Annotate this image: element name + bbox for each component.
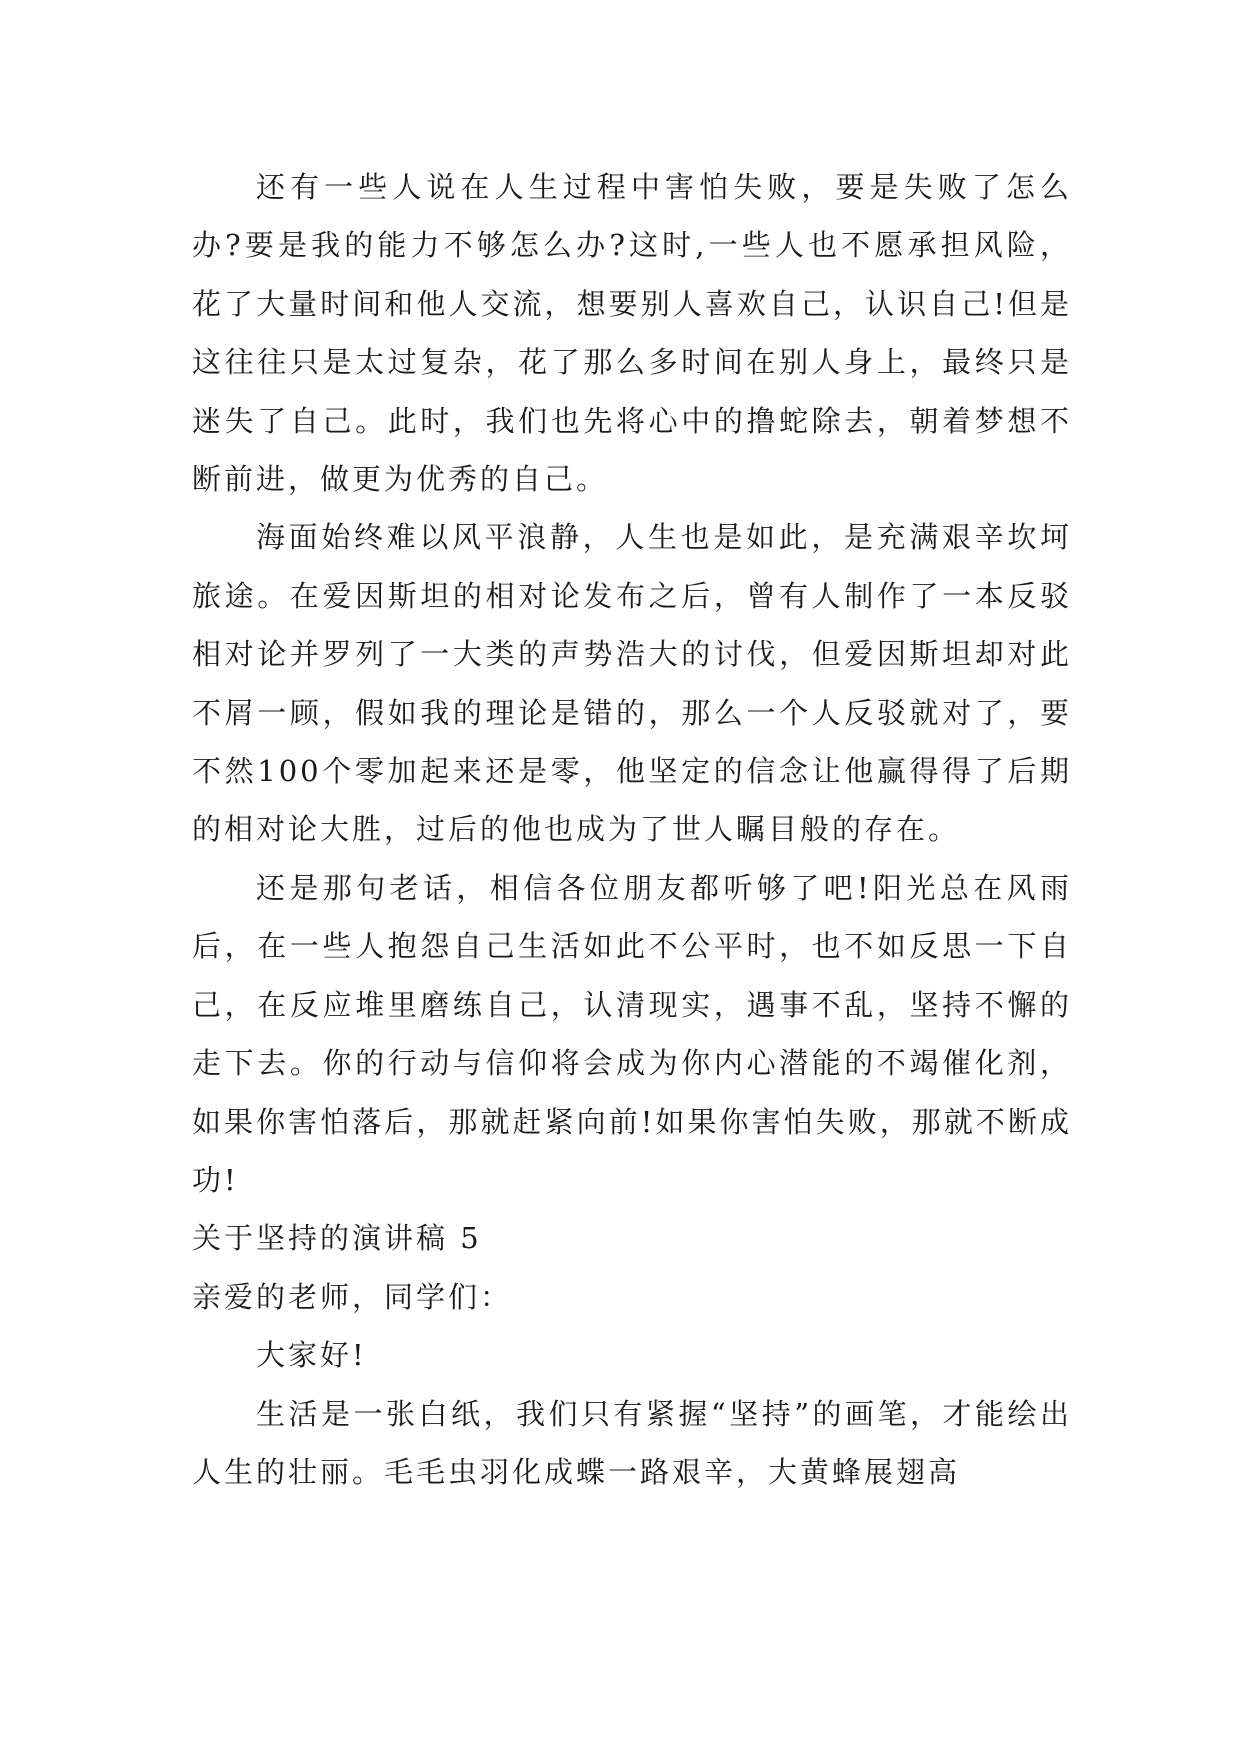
paragraph-sunshine-after-rain: 还是那句老话，相信各位朋友都听够了吧!阳光总在风雨后，在一些人抱怨自己生活如此不公平时，也不如反思一下自己，在反应堆里磨练自己，认清现实，遇事不乱，坚持不懈的走下去。你的行动与信仰将会成为你内心潜能的不竭催化剂，如果你害怕落后，那就赶紧向前!如果你害怕失败，那就不断成功! bbox=[192, 870, 1072, 1197]
salutation: 亲爱的老师，同学们： bbox=[192, 1279, 513, 1314]
document-body bbox=[192, 158, 1072, 1501]
section-title: 关于坚持的演讲稿 5 bbox=[192, 1221, 482, 1256]
greeting: 大家好! bbox=[256, 1338, 367, 1373]
paragraph-life-is-white-paper: 生活是一张白纸，我们只有紧握“坚持”的画笔，才能绘出人生的壮丽。毛毛虫羽化成蝶一路艰辛，大黄蜂展翅高 bbox=[192, 1396, 1072, 1489]
paragraph-fear-of-failure: 还有一些人说在人生过程中害怕失败，要是失败了怎么办?要是我的能力不够怎么办?这时,一些人也不愿承担风险，花了大量时间和他人交流，想要别人喜欢自己，认识自己!但是这往往只是太过复杂，花了那么多时间在别人身上，最终只是迷失了自己。此时，我们也先将心中的撸蛇除去，朝着梦想不断前进，做更为优秀的自己。 bbox=[192, 170, 1072, 497]
paragraph-einstein: 海面始终难以风平浪静，人生也是如此，是充满艰辛坎坷旅途。在爱因斯坦的相对论发布之后，曾有人制作了一本反驳相对论并罗列了一大类的声势浩大的讨伐，但爱因斯坦却对此不屑一顾，假如我的理论是错的，那么一个人反驳就对了，要不然100个零加起来还是零，他坚定的信念让他赢得得了后期的相对论大胜，过后的他也成为了世人瞩目般的存在。 bbox=[192, 520, 1072, 847]
